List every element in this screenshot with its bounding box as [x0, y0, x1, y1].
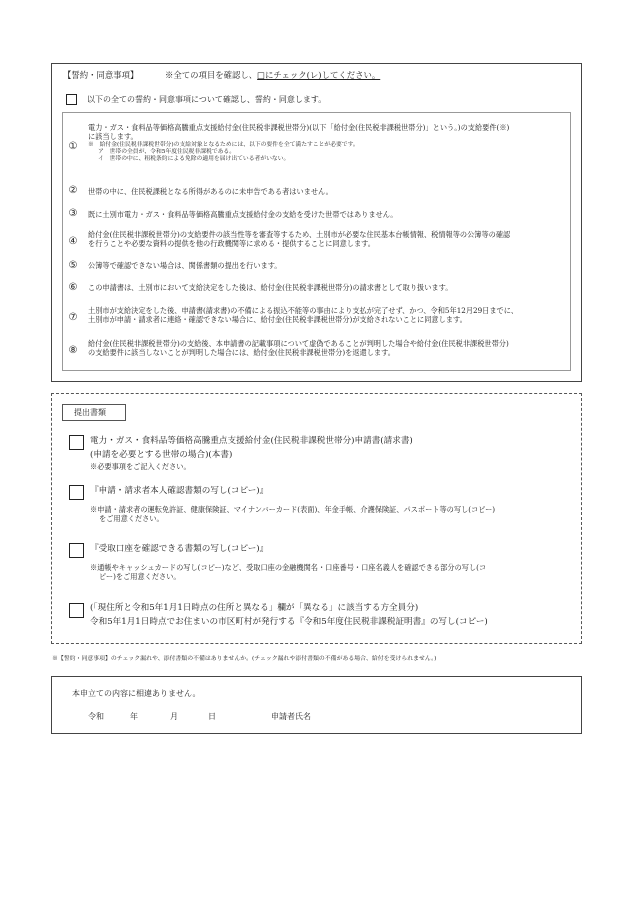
date-month: 月	[170, 712, 178, 721]
pledge-item-3: 既に土別市電力・ガス・食料品等価格高騰重点支援給付金の支給を受けた世帯ではありません。	[88, 210, 398, 219]
note-line: ※ 給付金(住民税非課税世帯分)の支給対象となるためには、以下の要件を全て満たすことが必要です。	[88, 142, 359, 148]
applicant-name-label: 申請者氏名	[271, 712, 311, 721]
item-number: ②	[68, 185, 78, 196]
item-line: に該当します。	[88, 132, 138, 141]
document-note	[90, 563, 486, 581]
item-number: ⑦	[68, 312, 78, 323]
pledge-item-2: 世帯の中に、住民税課税となる所得があるのに未申告である者はいません。	[88, 187, 333, 196]
document-line: 令和5年1月1日時点でお住まいの市区町村が発行する『令和5年度住民税非課税証明書』の写し(コピー)	[90, 617, 488, 627]
document-item-4	[90, 603, 488, 628]
item-line: 土別市が申請・請求者に連絡・確認できない場合に、給付金(住民税非課税世帯分)が支給されないことに同意します。	[88, 315, 467, 324]
document-item-1	[90, 436, 413, 461]
note-line: ア 世帯の全員が、令和5年度住民税非課税である。	[98, 149, 236, 155]
item-line: を行うことや必要な資料の提供を他の行政機関等に求める・提供することに同意します。	[88, 239, 375, 248]
pledge-item-7	[88, 306, 518, 324]
note-line: をご用意ください。	[99, 514, 164, 523]
item-number: ⑥	[68, 282, 78, 293]
instruction-pre: ※全ての項目を確認し、	[165, 70, 258, 80]
signature-statement: 本申立ての内容に相違ありません。	[72, 689, 201, 698]
document-note	[90, 505, 495, 523]
item-number: ①	[68, 141, 78, 152]
pledge-item-6: この申請書は、土別市において支給決定をした後は、給付金(住民税非課税世帯分)の請求書として取り扱います。	[88, 283, 453, 292]
document-item-2: 『申請・請求者本人確認書類の写し(コピー)』	[90, 486, 269, 496]
instruction-box: □	[257, 70, 266, 80]
applicant-name-field[interactable]	[320, 706, 560, 722]
pledge-item-5: 公簿等で確認できない場合は、関係書類の提出を行います。	[88, 261, 282, 270]
item-line: 電力・ガス・食料品等価格高騰重点支援給付金(住民税非課税世帯分)(以下「給付金(住民税非課税世帯分)」という。)の支給要件(※)	[88, 123, 510, 132]
pledge-item-1-notes	[88, 142, 359, 163]
pledge-item-1	[88, 123, 509, 141]
document-checkbox[interactable]	[69, 435, 84, 450]
item-line: 土別市が支給決定をした後、申請書(請求書)の不備による振込不能等の事由により支払が完了せず、かつ、令和5年12月29日までに、	[88, 306, 519, 315]
documents-label: 提出書類	[74, 408, 106, 417]
document-checkbox[interactable]	[69, 603, 84, 618]
date-era: 令和	[88, 712, 104, 721]
item-number: ⑧	[68, 345, 78, 356]
document-line: (「現住所と令和5年1月1日時点の住所と異なる」欄が「異なる」に該当する方全員分)	[90, 603, 419, 613]
item-line: の支給要件に該当しないことが判明した場合には、給付金(住民税非課税世帯分)を返還します。	[88, 348, 395, 357]
instruction-post: にチェック(レ)してください。	[265, 70, 381, 80]
document-checkbox[interactable]	[69, 485, 84, 500]
agree-all-checkbox[interactable]	[66, 94, 77, 105]
agree-all-label: 以下の全ての誓約・同意事項について確認し、誓約・同意します。	[87, 95, 327, 104]
note-line: ※通帳やキャッシュカードの写し(コピー)など、受取口座の金融機関名・口座番号・口座名義人を確認できる部分の写し(コ	[90, 563, 487, 572]
date-day: 日	[208, 712, 216, 721]
pledge-instruction	[165, 70, 380, 81]
item-line: 給付金(住民税非課税世帯分)の支給後、本申請書の記載事項について虚偽であることが判明した場合や給付金(住民税非課税世帯分)	[88, 339, 509, 348]
item-number: ④	[68, 236, 78, 247]
item-number: ⑤	[68, 260, 78, 271]
document-checkbox[interactable]	[69, 543, 84, 558]
pledge-heading: 【誓約・同意事項】	[63, 70, 139, 80]
footnote: ※【誓約・同意事項】のチェック漏れや、添付書類の不備はありませんか。(チェック漏れや添付書類の不備がある場合、給付を受けられません。)	[52, 656, 437, 662]
note-line: ピー)をご用意ください。	[99, 572, 181, 581]
pledge-item-4	[88, 230, 510, 248]
pledge-item-8	[88, 339, 509, 357]
note-line: イ 世帯の中に、租税条約による免除の適用を届け出ている者がいない。	[98, 156, 290, 162]
document-note: ※必要事項をご記入ください。	[90, 462, 191, 471]
date-year: 年	[130, 712, 138, 721]
note-line: ※申請・請求者の運転免許証、健康保険証、マイナンバーカード(表面)、年金手帳、介護保険証、パスポート等の写し(コピー)	[90, 505, 496, 514]
item-number: ③	[68, 208, 78, 219]
document-line: 電力・ガス・食料品等価格高騰重点支援給付金(住民税非課税世帯分)申請書(請求書)	[90, 436, 413, 446]
item-line: 給付金(住民税非課税世帯分)の支給要件の該当性等を審査等するため、土別市が必要な住民基本台帳情報、税情報等の公簿等の確認	[88, 230, 511, 239]
document-item-3: 『受取口座を確認できる書類の写し(コピー)』	[90, 544, 269, 554]
document-line: (申請を必要とする世帯の場合)(本書)	[90, 450, 233, 460]
signature-section	[51, 676, 582, 734]
